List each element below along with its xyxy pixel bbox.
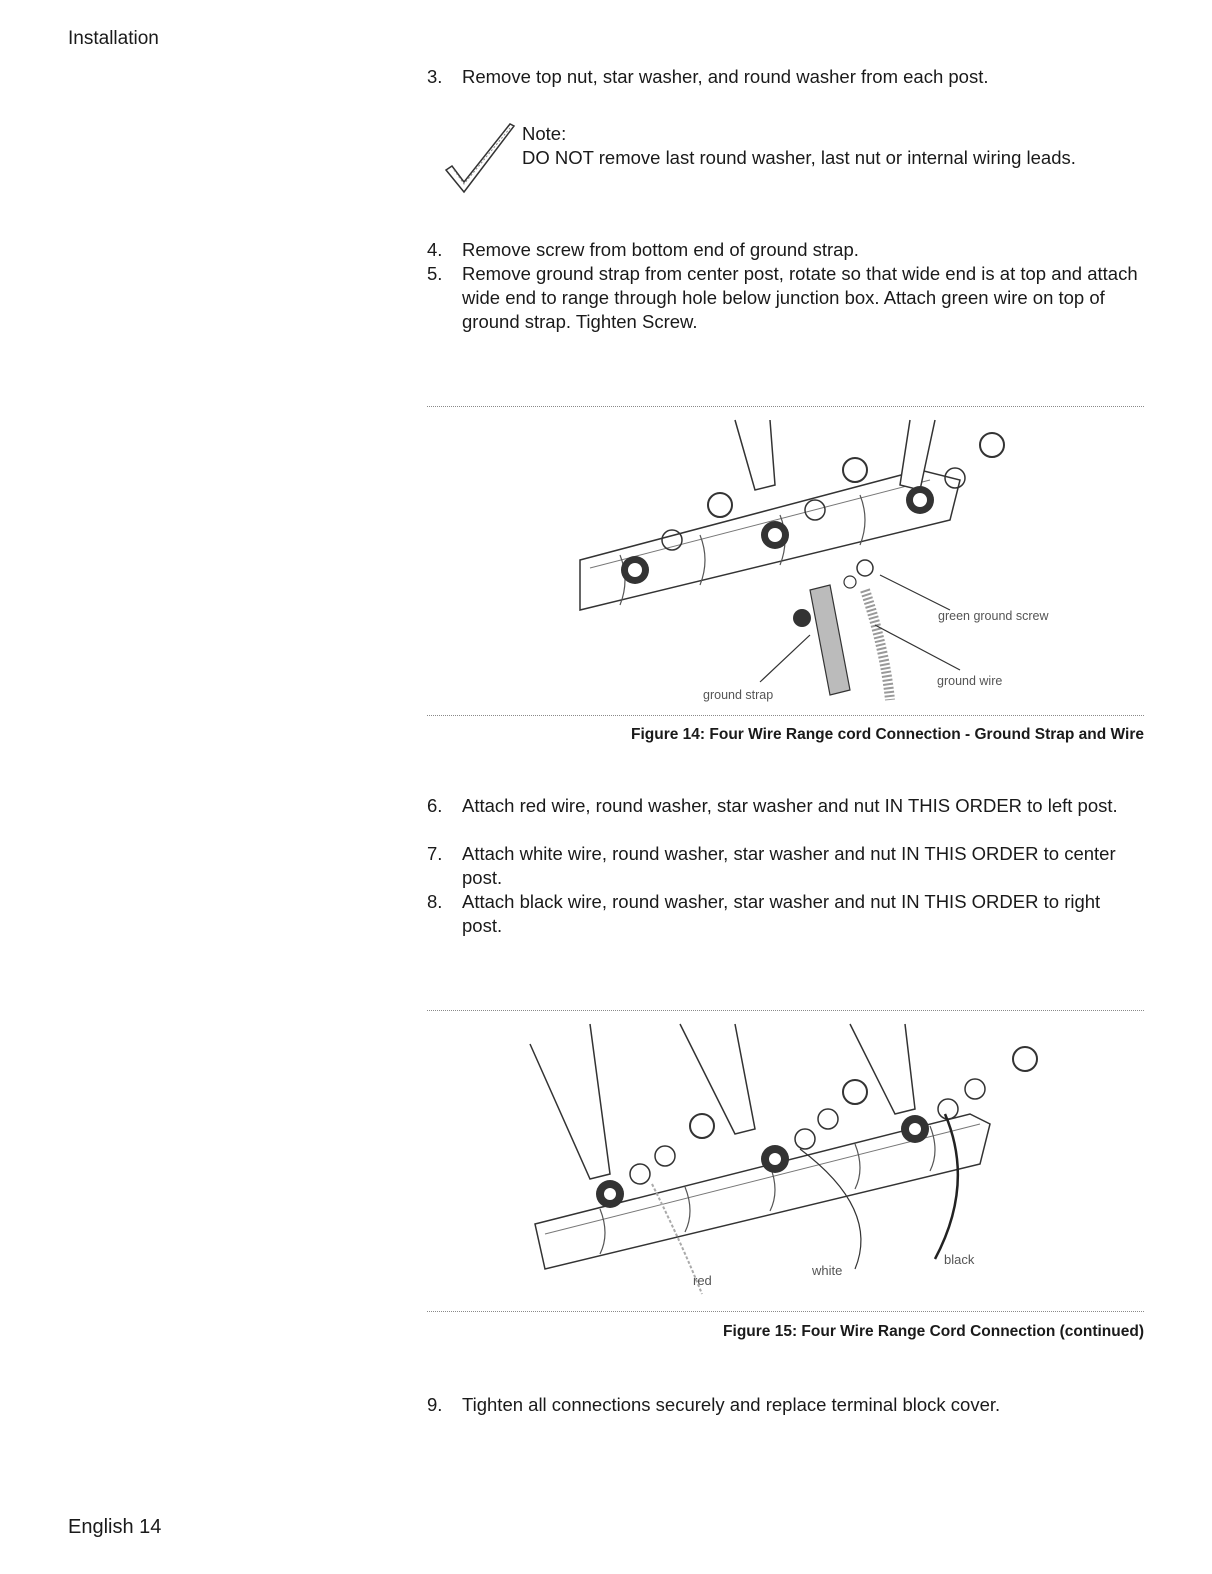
figure-15-bottom-rule (427, 1311, 1144, 1312)
step-text: Attach red wire, round washer, star washer and nut IN THIS ORDER to left post. (462, 795, 1118, 816)
step-3 (427, 65, 1147, 89)
figure-15-terminal-block-diagram (520, 1014, 1080, 1304)
step-9 (427, 1393, 1147, 1417)
step-text: Attach white wire, round washer, star washer and nut IN THIS ORDER to center post. (462, 843, 1116, 888)
figure-14-terminal-block-diagram (560, 410, 1080, 710)
step-number: 3. (427, 66, 443, 87)
note-label: Note: (522, 123, 567, 144)
step-number: 6. (427, 795, 443, 816)
step-7 (427, 842, 1147, 890)
step-number: 9. (427, 1394, 443, 1415)
step-text: Remove ground strap from center post, rotate so that wide end is at top and attach wide end to range through hole below junction box. Attach green wire on top of ground strap. Tighten Screw. (462, 263, 1138, 332)
figure-15-top-rule (427, 1010, 1144, 1011)
step-4 (427, 238, 1147, 262)
checkmark-note-icon (440, 118, 522, 198)
label-ground-wire: ground wire (937, 674, 1003, 688)
label-red: red (693, 1273, 712, 1288)
note-text: DO NOT remove last round washer, last nut or internal wiring leads. (522, 147, 1076, 168)
figure-15-caption: Figure 15: Four Wire Range Cord Connection (continued) (723, 1323, 1144, 1340)
step-6 (427, 794, 1147, 818)
step-5 (427, 262, 1147, 334)
step-number: 8. (427, 891, 443, 912)
label-white: white (812, 1263, 843, 1278)
step-number: 4. (427, 239, 443, 260)
label-black: black (944, 1252, 975, 1267)
figure-14-caption: Figure 14: Four Wire Range cord Connection - Ground Strap and Wire (631, 726, 1144, 743)
label-green-ground-screw: green ground screw (938, 609, 1049, 623)
page-footer: English 14 (68, 1516, 162, 1538)
step-text: Attach black wire, round washer, star washer and nut IN THIS ORDER to right post. (462, 891, 1101, 936)
section-header: Installation (68, 28, 159, 49)
step-text: Tighten all connections securely and replace terminal block cover. (462, 1394, 1001, 1415)
step-number: 5. (427, 263, 443, 284)
step-number: 7. (427, 843, 443, 864)
step-text: Remove screw from bottom end of ground strap. (462, 239, 859, 260)
figure-14-bottom-rule (427, 715, 1144, 716)
step-8 (427, 890, 1147, 938)
figure-14-top-rule (427, 406, 1144, 407)
label-ground-strap: ground strap (703, 688, 774, 702)
step-text: Remove top nut, star washer, and round washer from each post. (462, 66, 989, 87)
